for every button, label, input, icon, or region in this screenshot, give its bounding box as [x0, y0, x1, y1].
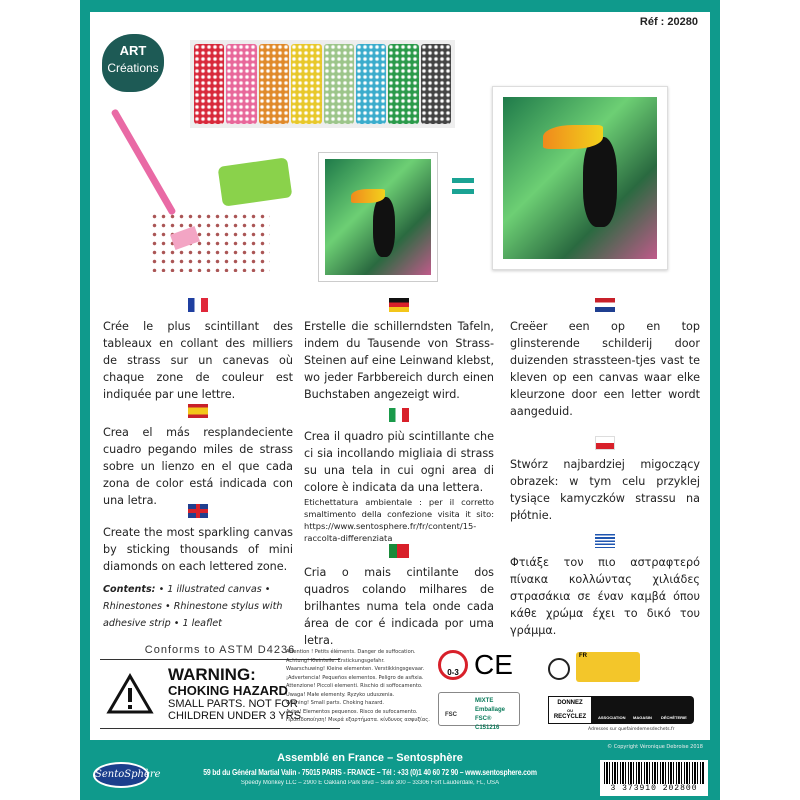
donnez-text: DONNEZ [557, 700, 583, 706]
description-text: Crea il quadro più scintillante che ci sia incollando migliaia di strass su una tela in cui ogni area di colore è indicata da una lettera. [304, 430, 494, 494]
rhinestone-strip [388, 44, 418, 124]
description-it [304, 408, 494, 544]
rhinestone-strip [259, 44, 289, 124]
rhinestone-strip [324, 44, 354, 124]
flag-poland-icon [595, 436, 615, 450]
description-text: Creëer een op en top glinsterende schilderij door duizenden strassteen-tjes vast te kleven op een canvas waar elke kleurzone door een letter wordt aangeduid. [510, 320, 700, 418]
rhinestone-strips-image [190, 40, 455, 128]
flag-portugal-icon [389, 544, 409, 558]
flag-greece-icon [595, 534, 615, 548]
recycling-note: Etichettatura ambientale : per il corretto smaltimento della confezione visita it sito: https://www.sentosphere.fr/fr/content/15-raccolta-differenziata [304, 497, 494, 543]
barcode [600, 760, 708, 796]
no-under-3-icon: 0-3 [438, 650, 468, 680]
warning-line: Attenzione! Piccoli elementi. Rischio di soffocamento. [286, 683, 423, 689]
warning-line: Uwaga! Małe elementy. Ryzyko uduszenia. [286, 691, 395, 698]
description-text: Crea el más resplandeciente cuadro pegando miles de strass sobre un lienzo en el que cada zona de color está indicada con una letra. [103, 426, 293, 507]
barcode-bars [604, 762, 704, 784]
recyclez-text: RECYCLEZ [553, 714, 587, 720]
footer-address: 59 bd du Général Martial Valin - 75015 PARIS - FRANCE – Tél : +33 (0)1 40 60 72 90 – www.sentosphere.com [203, 767, 537, 777]
reference-number: Réf : 20280 [639, 16, 698, 28]
warning-line: Aviso! Elementos pequenos. Risco de sufocamento. [286, 708, 418, 715]
warning-title: WARNING: [168, 665, 256, 684]
art-creations-logo [102, 34, 164, 92]
description-de [304, 298, 494, 403]
flag-uk-icon [188, 504, 208, 518]
contents-items: • 1 illustrated canvas • Rhinestones • Rhinestone stylus with adhesive strip • 1 leaflet [103, 584, 283, 629]
fsc-mixte: MIXTE [475, 698, 494, 704]
barcode-number: 3 373910 202800 [610, 784, 698, 793]
description-en [103, 504, 293, 632]
footer-text [160, 740, 580, 786]
loose-rhinestones-image [150, 212, 270, 272]
description-fr [103, 298, 293, 403]
fsc-tree-icon: FSC [445, 712, 457, 718]
recycling-address: Adresses sur quefairedemesdechets.fr [588, 727, 675, 732]
footer [80, 740, 720, 800]
fsc-emballage: Emballage [475, 707, 506, 713]
description-pt [304, 544, 494, 649]
sentosphere-logo: SentoSphère [93, 762, 149, 788]
rhinestone-strip [226, 44, 256, 124]
triman-icon [548, 658, 570, 680]
footer-assembly: Assemblé en France – Sentosphère [277, 752, 463, 764]
stylus-image [110, 108, 176, 215]
packaging-back-panel [90, 12, 710, 740]
rhinestone-strip [194, 44, 224, 124]
warning-line: Achtung! Kleinteile. Erstickungsgefahr. [286, 657, 385, 664]
footer-us-address: Speedy Monkey LLC – 2900 E Oakland Park Blvd – Suite 300 – 33306 Fort Lauderdale, FL, USA [240, 780, 500, 786]
donnez-recyclez-label [548, 696, 694, 724]
association-text: ASSOCIATION [598, 715, 626, 720]
rhinestone-strip [291, 44, 321, 124]
description-text: Stwórz najbardziej migoczący obrazek: w tym celu przyklej tysiące kamyczków strassu na płótnie. [510, 458, 700, 522]
lettered-canvas-image [318, 152, 438, 282]
magasin-text: MAGASIN [633, 715, 652, 720]
logo-text-2: Créations [107, 61, 159, 75]
flag-france-icon [188, 298, 208, 312]
warning-line: Waarschuwing! Kleine elementen. Verstikkingsgevaar. [286, 666, 425, 672]
description-nl [510, 298, 700, 420]
description-es [103, 404, 293, 509]
description-el [510, 534, 700, 639]
flag-netherlands-icon [595, 298, 615, 312]
rhinestone-tray-image [218, 157, 293, 206]
warning-line: SMALL PARTS. NOT FOR [168, 698, 298, 710]
fsc-code: FSC® C151216 [475, 716, 500, 731]
equals-sign-icon [452, 178, 474, 194]
description-text: Erstelle die schillerndsten Tafeln, indem du Tausende von Strass-Steinen auf eine Leinwand klebst, wo jeder Farbbereich durch einen Buchstaben angezeigt wird. [304, 320, 494, 401]
warning-line: Warning! Small parts. Choking hazard. [286, 700, 385, 706]
flag-italy-icon [389, 408, 409, 422]
description-text: Crée le plus scintillant des tableaux en collant des milliers de strass sur un canevas où chaque zone de couleur est indiquée par une lettre. [103, 320, 293, 401]
description-text: Create the most sparkling canvas by sticking thousands of mini diamonds on each lettered zone. [103, 526, 293, 573]
ce-mark-icon: CE [474, 649, 513, 680]
finished-canvas-image [492, 86, 668, 270]
warning-triangle-icon [106, 673, 154, 715]
warning-line: Προειδοποίηση! Μικρά εξαρτήματα. κίνδυνος ασφυξίας. [286, 717, 430, 723]
logo-text: ART [119, 43, 147, 58]
warning-line: CHILDREN UNDER 3 YRS [168, 710, 302, 722]
fr-sorting-info: FR [576, 652, 640, 682]
rhinestone-strip [421, 44, 451, 124]
contents-list [103, 581, 293, 632]
multilingual-warnings [286, 648, 436, 725]
description-text: Φτιάξε τον πιο αστραφτερό πίνακα κολλώντας χιλιάδες στρασάκια σε έναν καμβά όπου κάθε χρώμα έχει το δικό του γράμμα. [510, 556, 700, 637]
fsc-label [438, 692, 520, 731]
warning-line: Attention ! Petits éléments. Danger de suffocation. [286, 649, 416, 655]
warning-subtitle: CHOKING HAZARD [168, 683, 288, 698]
flag-spain-icon [188, 404, 208, 418]
rhinestone-strip [356, 44, 386, 124]
astm-conformity: Conforms to ASTM D4236 [100, 644, 340, 660]
description-text: Cria o mais cintilante dos quadros colando milhares de brilhantes numa tela onde cada área de cor é indicada por uma letra. [304, 566, 494, 647]
contents-label: Contents: [103, 584, 156, 595]
decheterie-text: DÉCHÈTERIE [661, 715, 687, 720]
flag-germany-icon [389, 298, 409, 312]
warning-line: ¡Advertencia! Pequeños elementos. Peligro de asfixia. [286, 674, 424, 681]
ou-text: OU [567, 708, 573, 713]
description-pl [510, 436, 700, 524]
copyright: © Copyright Véronique Debroise 2018 [607, 744, 703, 750]
certification-icons [438, 650, 688, 730]
